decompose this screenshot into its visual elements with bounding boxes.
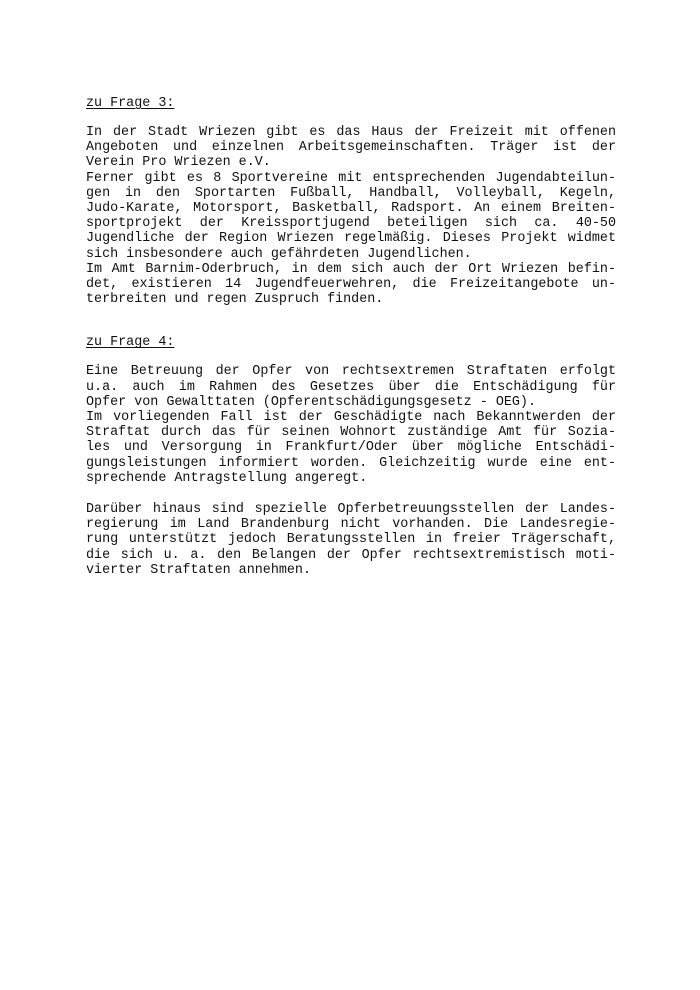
text-line: les und Versorgung in Frankfurt/Oder über mögliche Entschädi- [86,440,616,456]
text-line: sich insbesondere auch gefährdeten Jugendlichen. [86,246,472,262]
text-line: u.a. auch im Rahmen des Gesetzes über die Entschädigung für [86,379,616,395]
text-line: Verein Pro Wriezen e.V. [86,155,271,171]
paragraph-frage-3 [86,125,616,307]
text-line: sportprojekt der Kreissportjugend beteiligen sich ca. 40-50 [86,216,616,232]
text-line: Im vorliegenden Fall ist der Geschädigte nach Bekanntwerden der [86,410,616,426]
text-line: Angeboten und einzelnen Arbeitsgemeinschaften. Träger ist der [86,140,616,156]
paragraph-frage-4-b [86,502,616,578]
text-line: Eine Betreuung der Opfer von rechtsextremen Straftaten erfolgt [86,364,616,380]
text-line: In der Stadt Wriezen gibt es das Haus der Freizeit mit offenen [86,125,616,140]
text-line: gungsleistungen informiert worden. Gleichzeitig wurde eine ent- [86,455,616,471]
text-line: Darüber hinaus sind spezielle Opferbetreuungsstellen der Landes- [86,502,616,518]
text-line: Ferner gibt es 8 Sportvereine mit entsprechenden Jugendabteilun- [86,170,616,186]
paragraph-frage-4-a [86,364,616,486]
text-line: rung unterstützt jedoch Beratungsstellen in freier Trägerschaft, [86,532,616,548]
text-line: regierung im Land Brandenburg nicht vorhanden. Die Landesregie- [86,517,616,533]
text-line: sprechende Antragstellung angeregt. [86,470,368,486]
text-line: Opfer von Gewalttaten (Opferentschädigungsgesetz - OEG). [86,394,536,410]
text-line: Im Amt Barnim-Oderbruch, in dem sich auch der Ort Wriezen befin- [86,261,616,277]
document-page [86,96,616,578]
text-line: det, existieren 14 Jugendfeuerwehren, die Freizeitangebote un- [86,277,616,293]
section-heading-frage-4: zu Frage 4: [86,335,175,351]
text-line: Jugendliche der Region Wriezen regelmäßig. Dieses Projekt widmet [86,231,616,247]
text-line: gen in den Sportarten Fußball, Handball, Volleyball, Kegeln, [86,185,616,201]
text-line: die sich u. a. den Belangen der Opfer rechtsextremistisch moti- [86,547,616,563]
text-line: Judo-Karate, Motorsport, Basketball, Radsport. An einem Breiten- [86,201,616,217]
text-line: Straftat durch das für seinen Wohnort zuständige Amt für Sozia- [86,425,616,441]
section-heading-frage-3: zu Frage 3: [86,96,175,111]
text-line: vierter Straftaten annehmen. [86,562,311,578]
text-line: terbreiten und regen Zuspruch finden. [86,292,384,308]
